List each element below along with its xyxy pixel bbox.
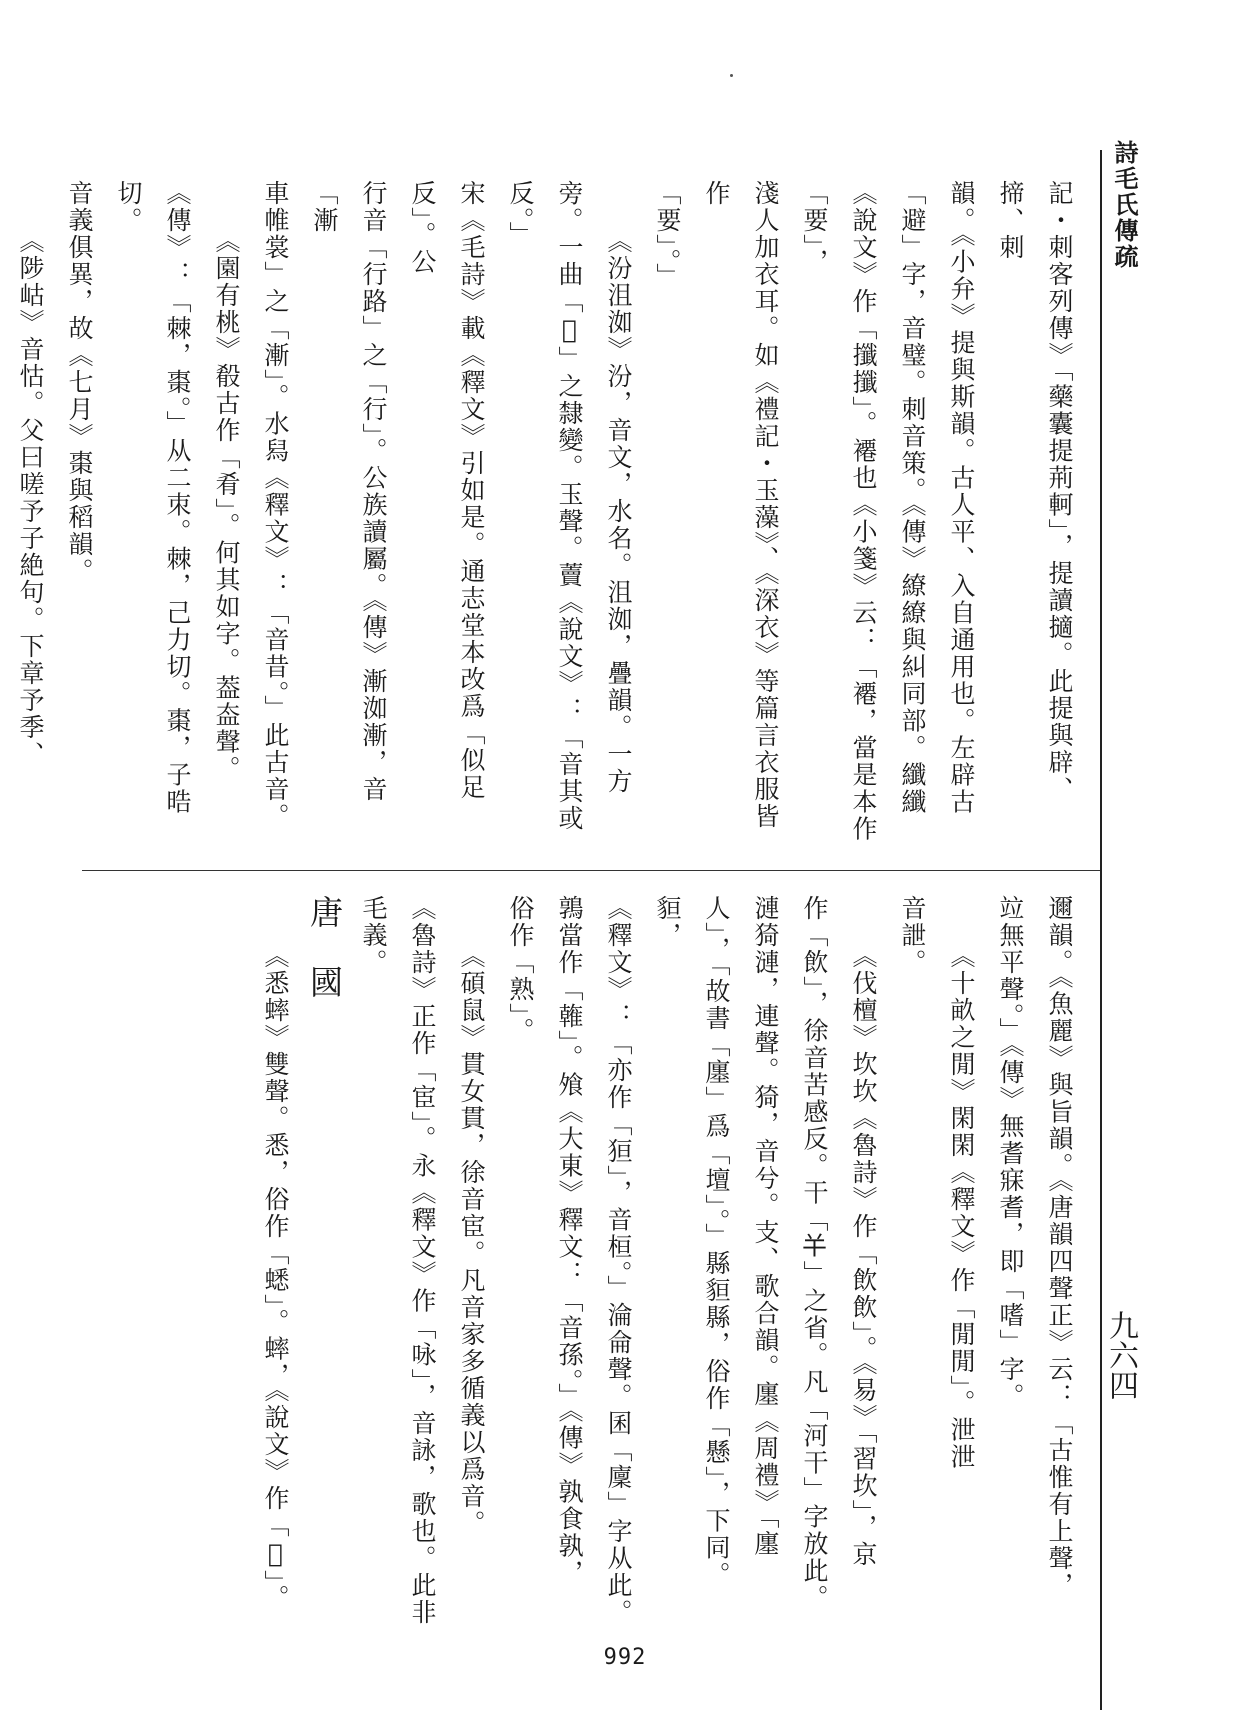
text-column: 《傳》：「棘，棗。」从二朿。棘，己力切。棗，子晧切。 bbox=[114, 180, 192, 816]
text-column: 《陟岵》音怙。父曰嗟予子絶句。下章予季、 bbox=[16, 228, 45, 768]
text-column: 竝無平聲。」《傳》無耆寐耆，即「嗜」字。 bbox=[996, 895, 1025, 1410]
page-number-cn: 九六四 bbox=[1103, 1310, 1138, 1400]
text-column bbox=[0, 180, 6, 850]
text-column: 《悉蟀》雙聲。悉，俗作「蟋」。蟀，《說文》作「𧍐」。 bbox=[261, 943, 290, 1612]
text-column: 宋《毛詩》載《釋文》引如是。通志堂本改爲「似足反」。公 bbox=[408, 180, 486, 801]
text-column: 行音「行路」之「行」。公族讀屬。《傳》漸洳漸，音「漸 bbox=[310, 180, 388, 803]
text-column: 車帷裳」之「漸」。水舄《釋文》：「音昔。」此古音。 bbox=[261, 180, 290, 830]
running-title: 詩毛氏傳疏 bbox=[1110, 140, 1139, 270]
text-column: 音詍。 bbox=[898, 895, 927, 976]
upper-text-block bbox=[16, 180, 1084, 850]
margin-rule bbox=[1100, 150, 1102, 1710]
text-column: 《碩鼠》貫女貫，徐音宦。凡音家多循義以爲音。 bbox=[457, 943, 486, 1537]
text-column: 《釋文》：「亦作「狟」，音桓。」淪侖聲。囷「廩」字从此。 bbox=[604, 895, 633, 1626]
text-column: 邇韻。《魚麗》與旨韻。《唐韻四聲正》云：「古惟有上聲， bbox=[1045, 895, 1074, 1599]
text-column: 作「飲」，徐音苦感反。干「𢆉」之省。凡「河干」字放此。 bbox=[800, 895, 829, 1612]
text-column: 淺人加衣耳。如《禮記・玉藻》、《深衣》等篇言衣服皆作 bbox=[702, 180, 780, 830]
text-column: 「要」。」 bbox=[653, 180, 682, 290]
text-column: 鶉當作「雗」。飧《大東》釋文：「音孫。」《傳》孰食孰， bbox=[555, 895, 584, 1587]
text-column: 毛義。 bbox=[359, 895, 388, 976]
text-column: 韻。《小弁》提與斯韻。古人平、入自通用也。左辟古 bbox=[947, 180, 976, 816]
text-column: 「避」字，音璧。刺音策。《傳》繚繚與糾同部。纖纖 bbox=[898, 180, 927, 816]
lower-text-block bbox=[64, 895, 1084, 1635]
text-column: 俗作「熟」。 bbox=[506, 895, 535, 1045]
page-number: 992 bbox=[603, 1645, 647, 1670]
text-column: 音義俱異，故《七月》棗與稻韻。 bbox=[65, 180, 94, 585]
text-column: 人」，「故書「廛」爲「壇」。」縣貆縣，俗作「懸」，下同。貆， bbox=[653, 895, 731, 1589]
section-divider bbox=[82, 870, 1100, 871]
text-column: 《伐檀》坎坎《魯詩》作「飲飲」。《易》「習坎」，京 bbox=[849, 943, 878, 1568]
section-heading: 唐 國 bbox=[305, 895, 344, 1000]
text-column: 旁。一曲「𠚕」之隸變。玉聲。藚《說文》：「音其或反。」 bbox=[506, 180, 584, 832]
speck bbox=[730, 74, 733, 77]
text-column: 《園有桃》殽古作「肴」。何其如字。葢盇聲。 bbox=[212, 228, 241, 783]
text-column: 《說文》作「攕攕」。褼也《小箋》云：「褼，當是本作「要」， bbox=[800, 180, 878, 843]
text-column: 《汾沮洳》汾，音文，水名。沮洳，疊韻。一方 bbox=[604, 228, 633, 795]
text-column: 漣猗漣，連聲。猗，音兮。支、歌合韻。廛《周禮》「廛 bbox=[751, 895, 780, 1558]
text-column: 記・刺客列傳》「藥囊提荊軻」，提讀擿。此提與辟、揥、刺 bbox=[996, 180, 1074, 803]
text-column: 《魯詩》正作「宦」。永《釋文》作「咏」，音詠，歌也。此非 bbox=[408, 895, 437, 1626]
text-column: 《十畝之閒》閑閑《釋文》作「閒閒」。泄泄 bbox=[947, 943, 976, 1471]
